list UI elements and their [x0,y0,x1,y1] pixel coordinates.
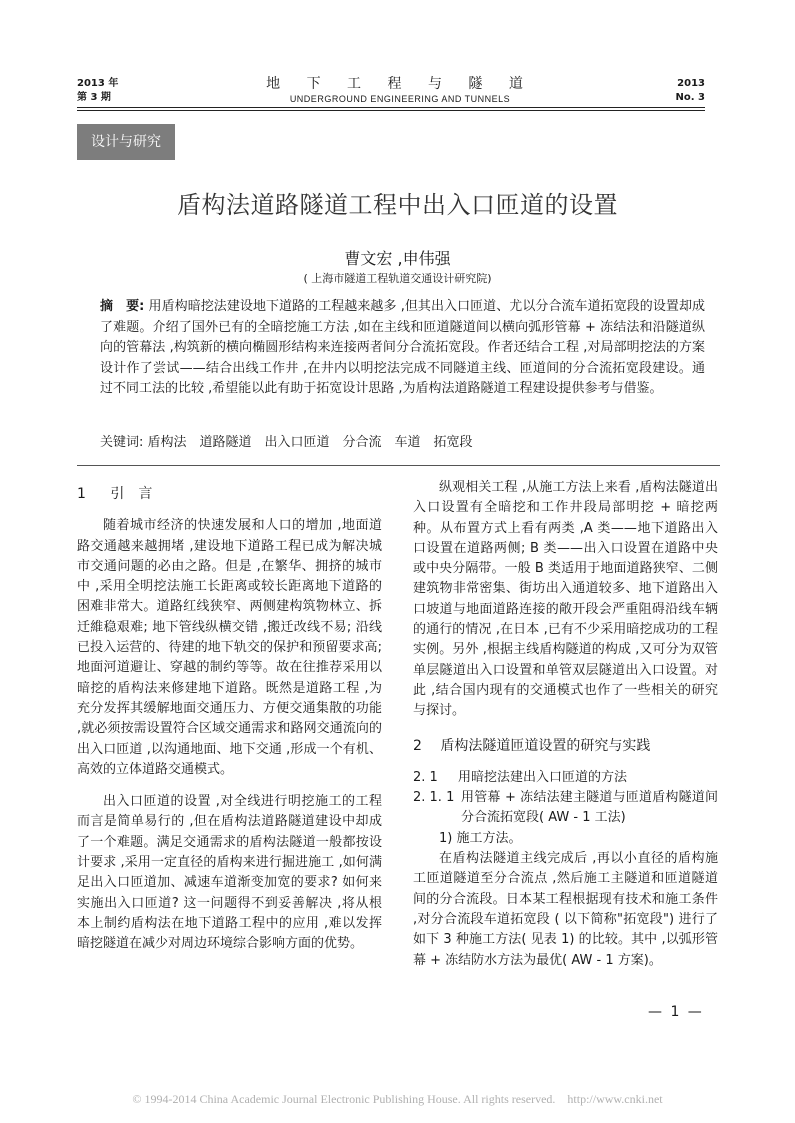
article-title: 盾构法道路隧道工程中出入口匝道的设置 [177,191,618,219]
header-rule-double [77,110,705,111]
abstract-text: 用盾构暗挖法建设地下道路的工程越来越多 ,但其出入口匝道、尤以分合流车道拓宽段的设置却成了难题。介绍了国外已有的全暗挖施工方法 ,如在主线和匝道隧道间以横向弧形管幕 + 冻结法和沿隧道纵向的管幕法 ,构筑新的横向椭圆形结构来连接两者间分合流拓宽段。作者还结合工程 ,对局部明挖法的方案设计作了尝试——结合出线工作井 ,在井内以明挖法完成不同隧道主线、匝道间的分合流拓宽段建设。通过不同工法的比较 ,希望能以此有助于拓宽设计思路 ,为盾构法道路隧道工程建设提供参考与借鉴。 [100,299,705,396]
header-year-en: 2013 [677,78,705,89]
affiliation: ( 上海市隧道工程轨道交通设计研究院) [303,272,492,285]
page-number: — 1 — [648,1004,704,1020]
right-column [413,478,718,971]
list-item: 1) 施工方法。 [439,830,522,846]
subsubsection-number: 2. 1. 1 [413,790,455,806]
authors: 曹文宏 ,申伟强 [344,249,451,268]
journal-title-en: UNDERGROUND ENGINEERING AND TUNNELS [289,94,511,104]
divider [77,465,720,466]
section-number: 1 [77,486,86,502]
paragraph: 纵观相关工程 ,从施工方法上来看 ,盾构法隧道出入口设置有全暗挖和工作井段局部明挖 + 暗挖两种。从布置方式上看有两类 ,A 类——地下道路出入口设置在道路两侧; B 类——出入口设置在道路中央或中央分隔带。一般 B 类适用于地面道路狭窄、二侧建筑物非常密集、街坊出入通道较多、地下道路出入口坡道与地面道路连接的敞开段会严重阻碍沿线车辆的通行的情况 ,在日本 ,已有不少采用暗挖成功的工程实例。另外 ,根据主线盾构隧道的构成 ,又可分为双管单层隧道出入口设置和单管双层隧道出入口设置。对此 ,结合国内现有的交通模式也作了一些相关的研究与探讨。 [413,480,718,719]
abstract-label: 摘 要: [100,299,145,314]
left-column [77,478,382,955]
header-rule [77,107,705,108]
section-number: 2 [413,737,422,754]
copyright-footer: © 1994-2014 China Academic Journal Electronic Publishing House. All rights reserved. http://www.cnki.net [132,1092,663,1106]
keywords-label: 关键词: [100,435,144,450]
paragraph: 出入口匝道的设置 ,对全线进行明挖施工的工程而言是简单易行的 ,但在盾构法道路隧道建设中却成了一个难题。满足交通需求的盾构法隧道一般都按设计要求 ,采用一定直径的盾构来进行掘进施工 ,如何满足出入口匝道加、减速车道渐变加宽的要求? 如何来实施出入口匝道? 这一问题得不到妥善解决 ,将从根本上制约盾构法在地下道路工程中的应用 ,难以发挥暗挖隧道在减少对周边环境综合影响方面的优势。 [77,794,382,952]
keywords-text: 盾构法 道路隧道 出入口匝道 分合流 车道 拓宽段 [147,435,473,450]
section-title: 引 言 [110,486,153,502]
header-issue-en: No. 3 [675,92,705,103]
subsection-number: 2. 1 [413,769,438,785]
section-heading-1 [77,484,382,504]
paragraph: 随着城市经济的快速发展和人口的增加 ,地面道路交通越来越拥堵 ,建设地下道路工程已成为解决城市交通问题的必由之路。但是 ,在繁华、拥挤的城市中 ,采用全明挖法施工长距离或较长距离地下道路的困难非常大。道路红线狭窄、两侧建构筑物林立、拆迁維稳艰难; 地下管线纵横交错 ,搬迁改线不易; 沿线已投入运营的、待建的地下轨交的保护和预留要求高; 地面河道避让、穿越的制约等等。故在往推荐采用以暗挖的盾构法来修建地下道路。既然是道路工程 ,为充分发挥其缓解地面交通压力、方便交通集散的功能 ,就必须按需设置符合区域交通需求和路网交通流向的出入口匝道 ,以沟通地面、地下交通 ,形成一个有机、高效的立体道路交通模式。 [77,518,382,777]
header-issue: 第 3 期 [77,92,111,103]
keywords [100,433,705,453]
header-center [250,76,550,106]
section-tag: 设计与研究 [77,124,175,160]
paragraph: 在盾构法隧道主线完成后 ,再以小直径的盾构施工匝道隧道至分合流点 ,然后施工主隧道和匝道隧道间的分合流段。日本某工程根据现有技术和施工条件 ,对分合流段车道拓宽段 ( 以下简称"拓宽段") 进行了如下 3 种施工方法( 见表 1) 的比较。其中 ,以弧形管幕 + 冻结防水方法为最优( AW - 1 方案)。 [413,851,718,968]
subsection-heading-2-1 [413,768,718,788]
section-title: 盾构法隧道匝道设置的研究与实践 [440,737,651,754]
header-year: 2013 年 [77,78,119,89]
header-left [77,77,118,105]
subsubsection-heading-2-1-1 [413,788,718,829]
abstract [100,297,705,400]
header-right [676,77,705,105]
journal-title-cn: 地 下 工 程 与 隧 道 [266,76,534,92]
subsubsection-title: 用管幕 + 冻结法建主隧道与匝道盾构隧道间分合流拓宽段( AW - 1 工法) [461,790,718,826]
section-heading-2 [413,736,718,756]
subsection-title: 用暗挖法建出入口匝道的方法 [457,769,627,785]
